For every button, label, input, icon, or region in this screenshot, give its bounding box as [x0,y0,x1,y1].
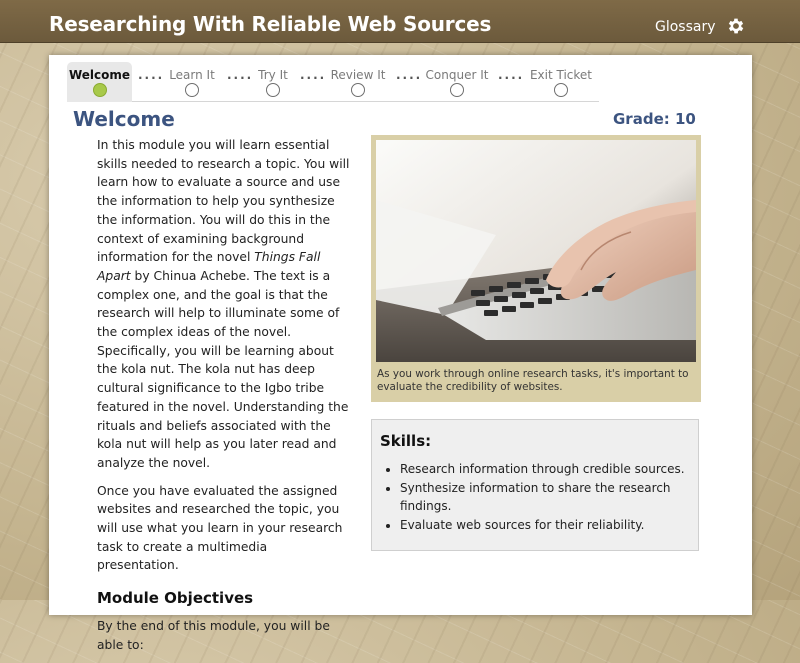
step-separator: ···· [300,71,327,85]
step-label: Learn It [169,68,215,82]
step-separator: ···· [227,71,254,85]
objectives-intro: By the end of this module, you will be able to: [97,618,330,652]
intro-text-1: In this module you will learn essential skills needed to research a topic. You will learn how to evaluate a source and use the information to help you synthesize the information. You will do this in the context of examining background information for the novel [97,138,350,265]
skills-list [380,460,690,534]
step-try-it[interactable] [253,62,293,102]
step-label: Review It [330,68,386,82]
module-intro [97,136,352,663]
step-learn-it[interactable] [167,62,217,102]
step-indicator [450,83,464,97]
step-indicator [185,83,199,97]
figure-caption: As you work through online research tasks, it's important to evaluate the credibility of websites. [377,368,689,393]
step-label: Try It [258,68,288,82]
grade-label: Grade: 10 [613,110,696,128]
step-separator: ···· [138,71,165,85]
book-title: Things Fall Apart [97,250,321,283]
step-indicator-active [93,83,107,97]
step-navigation [67,62,599,102]
step-review-it[interactable] [326,62,390,102]
skill-item: • Research information through credible sources. [400,460,690,479]
gear-icon[interactable] [726,16,746,36]
skill-item: • Evaluate web sources for their reliability. [400,516,690,535]
step-indicator [266,83,280,97]
presentation-paragraph: Once you have evaluated the assigned websites and researched the topic, you will use what you learn in your research task to create a multimedia presentation. [97,483,343,573]
objectives-heading: Module Objectives [97,589,254,608]
glossary-link[interactable]: Glossary [655,19,716,35]
intro-paragraph [97,136,352,473]
step-label: Exit Ticket [529,68,593,82]
step-separator: ···· [396,71,423,85]
step-label: Conquer It [425,68,489,82]
figure [371,135,701,402]
step-conquer-it[interactable] [423,62,491,102]
step-indicator [554,83,568,97]
step-exit-ticket[interactable] [525,62,597,102]
top-bar [0,0,800,43]
app-title: Researching With Reliable Web Sources [49,12,492,36]
laptop-typing-photo [376,140,696,362]
skill-item: • Synthesize information to share the research findings. [400,479,690,516]
page-title: Welcome [73,107,175,131]
step-welcome[interactable] [67,62,132,102]
step-separator: ···· [498,71,525,85]
step-indicator [351,83,365,97]
skills-box [371,419,699,551]
skills-heading: Skills: [380,432,432,450]
content-panel [49,55,752,652]
intro-text-2: by Chinua Achebe. The text is a complex one, and the goal is that the research will help to illuminate some of the complex ideas of the novel. Specifically, you will be learning about the kola nut. The kola nut has deep cultural significance to the Igbo tribe featured in the novel. Understanding the rituals and beliefs associated with the kola nut will help as you later read and analyze the novel. [97,268,349,470]
step-label: Welcome [68,68,131,82]
